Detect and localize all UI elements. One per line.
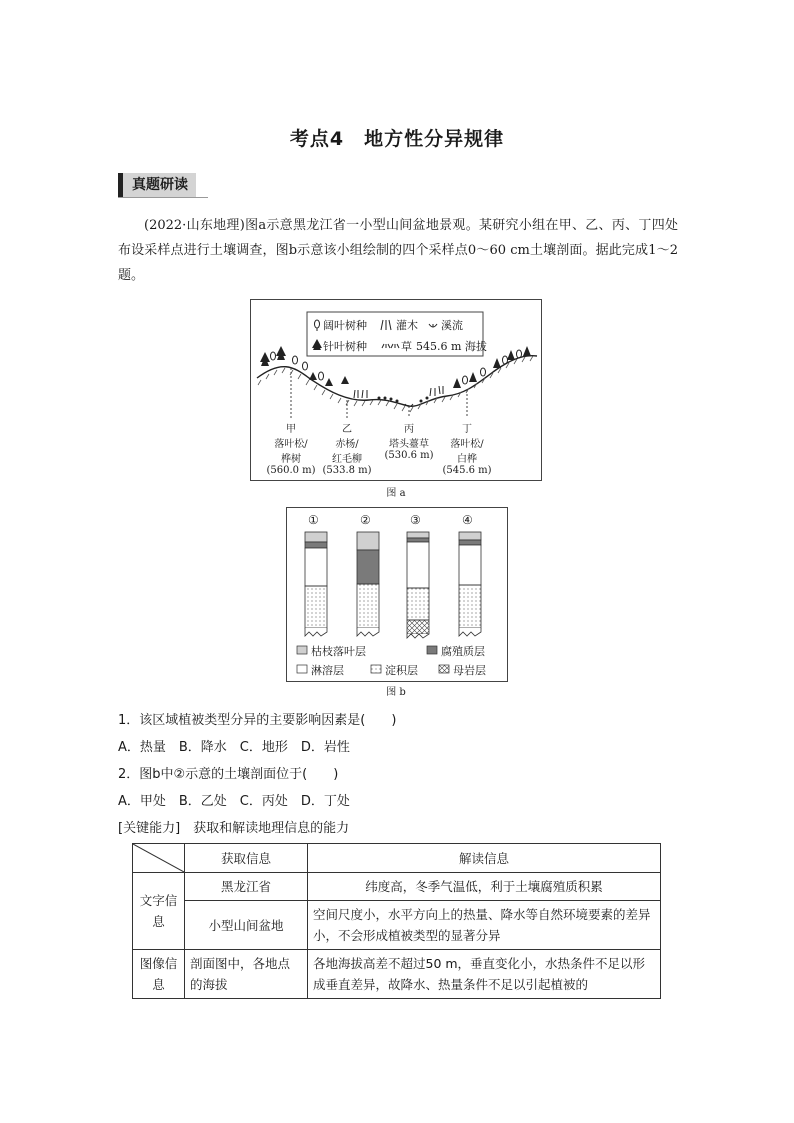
broadleaf-icon [315, 320, 320, 331]
diagonal-header-cell [133, 844, 185, 873]
table-row [133, 950, 661, 999]
legend-deposit-swatch [371, 665, 381, 673]
section-tag: 真题研读 [118, 173, 196, 197]
cell-get: 剖面图中，各地点的海拔 [185, 950, 308, 999]
header-get: 获取信息 [185, 844, 308, 873]
profile-1-label: ① [308, 513, 319, 527]
figure-a-caption: 图 a [386, 488, 406, 499]
site-jia: 甲 落叶松/ 桦树 (560.0 m) [266, 424, 316, 476]
legend-deposit: 淀积层 [385, 664, 418, 677]
key-ability: [关键能力] 获取和解读地理信息的能力 [118, 821, 350, 836]
key-info-table [132, 843, 661, 999]
terrain-hatching [258, 356, 533, 412]
legend-humus: 腐殖质层 [441, 645, 485, 658]
site-yi: 乙 赤杨/ 红毛柳 (533.8 m) [322, 424, 372, 476]
legend-leach: 淋溶层 [311, 664, 344, 677]
profile-2-label: ② [360, 513, 371, 527]
shrubs-right [430, 386, 443, 396]
question-1-stem: 1．该区域植被类型分异的主要影响因素是( ) [118, 713, 397, 728]
legend-elevation: 545.6 m 海拔 [416, 340, 487, 353]
soil-profile-2 [357, 532, 379, 636]
legend-conifer: 针叶树种 [323, 340, 367, 353]
conifer-icon [312, 339, 322, 350]
header-read: 解读信息 [308, 844, 661, 873]
table-row [133, 901, 661, 950]
legend-bedrock-swatch [439, 665, 449, 673]
profile-4-label: ④ [462, 513, 473, 527]
legend-broadleaf: 阔叶树种 [323, 319, 367, 332]
shrub-icon [381, 320, 391, 330]
profile-3-label: ③ [410, 513, 421, 527]
cell-get: 黑龙江省 [185, 873, 308, 901]
figure-b [286, 507, 508, 682]
figure-a [250, 299, 542, 481]
cell-read: 各地海拔高差不超过50 m，垂直变化小，水热条件不足以形成垂直差异，故降水、热量条件不足以引起植被的 [308, 950, 661, 999]
legend-shrub: 灌木 [396, 319, 418, 332]
cell-read: 纬度高，冬季气温低，利于土壤腐殖质积累 [308, 873, 661, 901]
question-1-options: A．热量 B．降水 C．地形 D．岩性 [118, 740, 350, 755]
question-2-options: A．甲处 B．乙处 C．丙处 D．丁处 [118, 794, 350, 809]
legend-leach-swatch [297, 665, 307, 673]
table-row [133, 873, 661, 901]
site-ding: 丁 落叶松/ 白桦 (545.6 m) [442, 424, 492, 476]
soil-profile-1 [305, 532, 327, 636]
soil-profile-4 [459, 532, 481, 636]
group-image-info: 图像信息 [133, 950, 185, 999]
grass-icon [382, 344, 399, 348]
stream-icon [429, 324, 437, 327]
legend-stream: 溪流 [441, 319, 463, 332]
site-bing: 丙 塔头薹草 (530.6 m) [384, 424, 434, 461]
soil-profile-3 [407, 532, 429, 638]
legend-humus-swatch [427, 646, 437, 654]
shrubs-left [354, 390, 367, 398]
page-title: 考点4 地方性分异规律 [289, 128, 505, 150]
group-text-info: 文字信息 [133, 873, 185, 950]
legend-bedrock: 母岩层 [453, 664, 486, 677]
legend-litter-swatch [297, 646, 307, 654]
legend-grass: 草 [401, 340, 412, 353]
cell-get: 小型山间盆地 [185, 901, 308, 950]
cell-read: 空间尺度小，水平方向上的热量、降水等自然环境要素的差异小，不会形成植被类型的显著分异 [308, 901, 661, 950]
figure-b-caption: 图 b [386, 687, 406, 698]
question-2-stem: 2．图b中②示意的土壤剖面位于( ) [118, 767, 339, 782]
legend-litter: 枯枝落叶层 [311, 645, 366, 658]
section-rule [118, 197, 208, 198]
table-header-row [133, 844, 661, 873]
intro-paragraph: (2022·山东地理)图a示意黑龙江省一小型山间盆地景观。某研究小组在甲、乙、丙、丁四处布设采样点进行土壤调查，图b示意该小组绘制的四个采样点0～60 cm土壤剖面。据此完成1～2题。 [118, 218, 678, 283]
sample-lines [291, 368, 467, 418]
diagonal-line [133, 844, 184, 872]
